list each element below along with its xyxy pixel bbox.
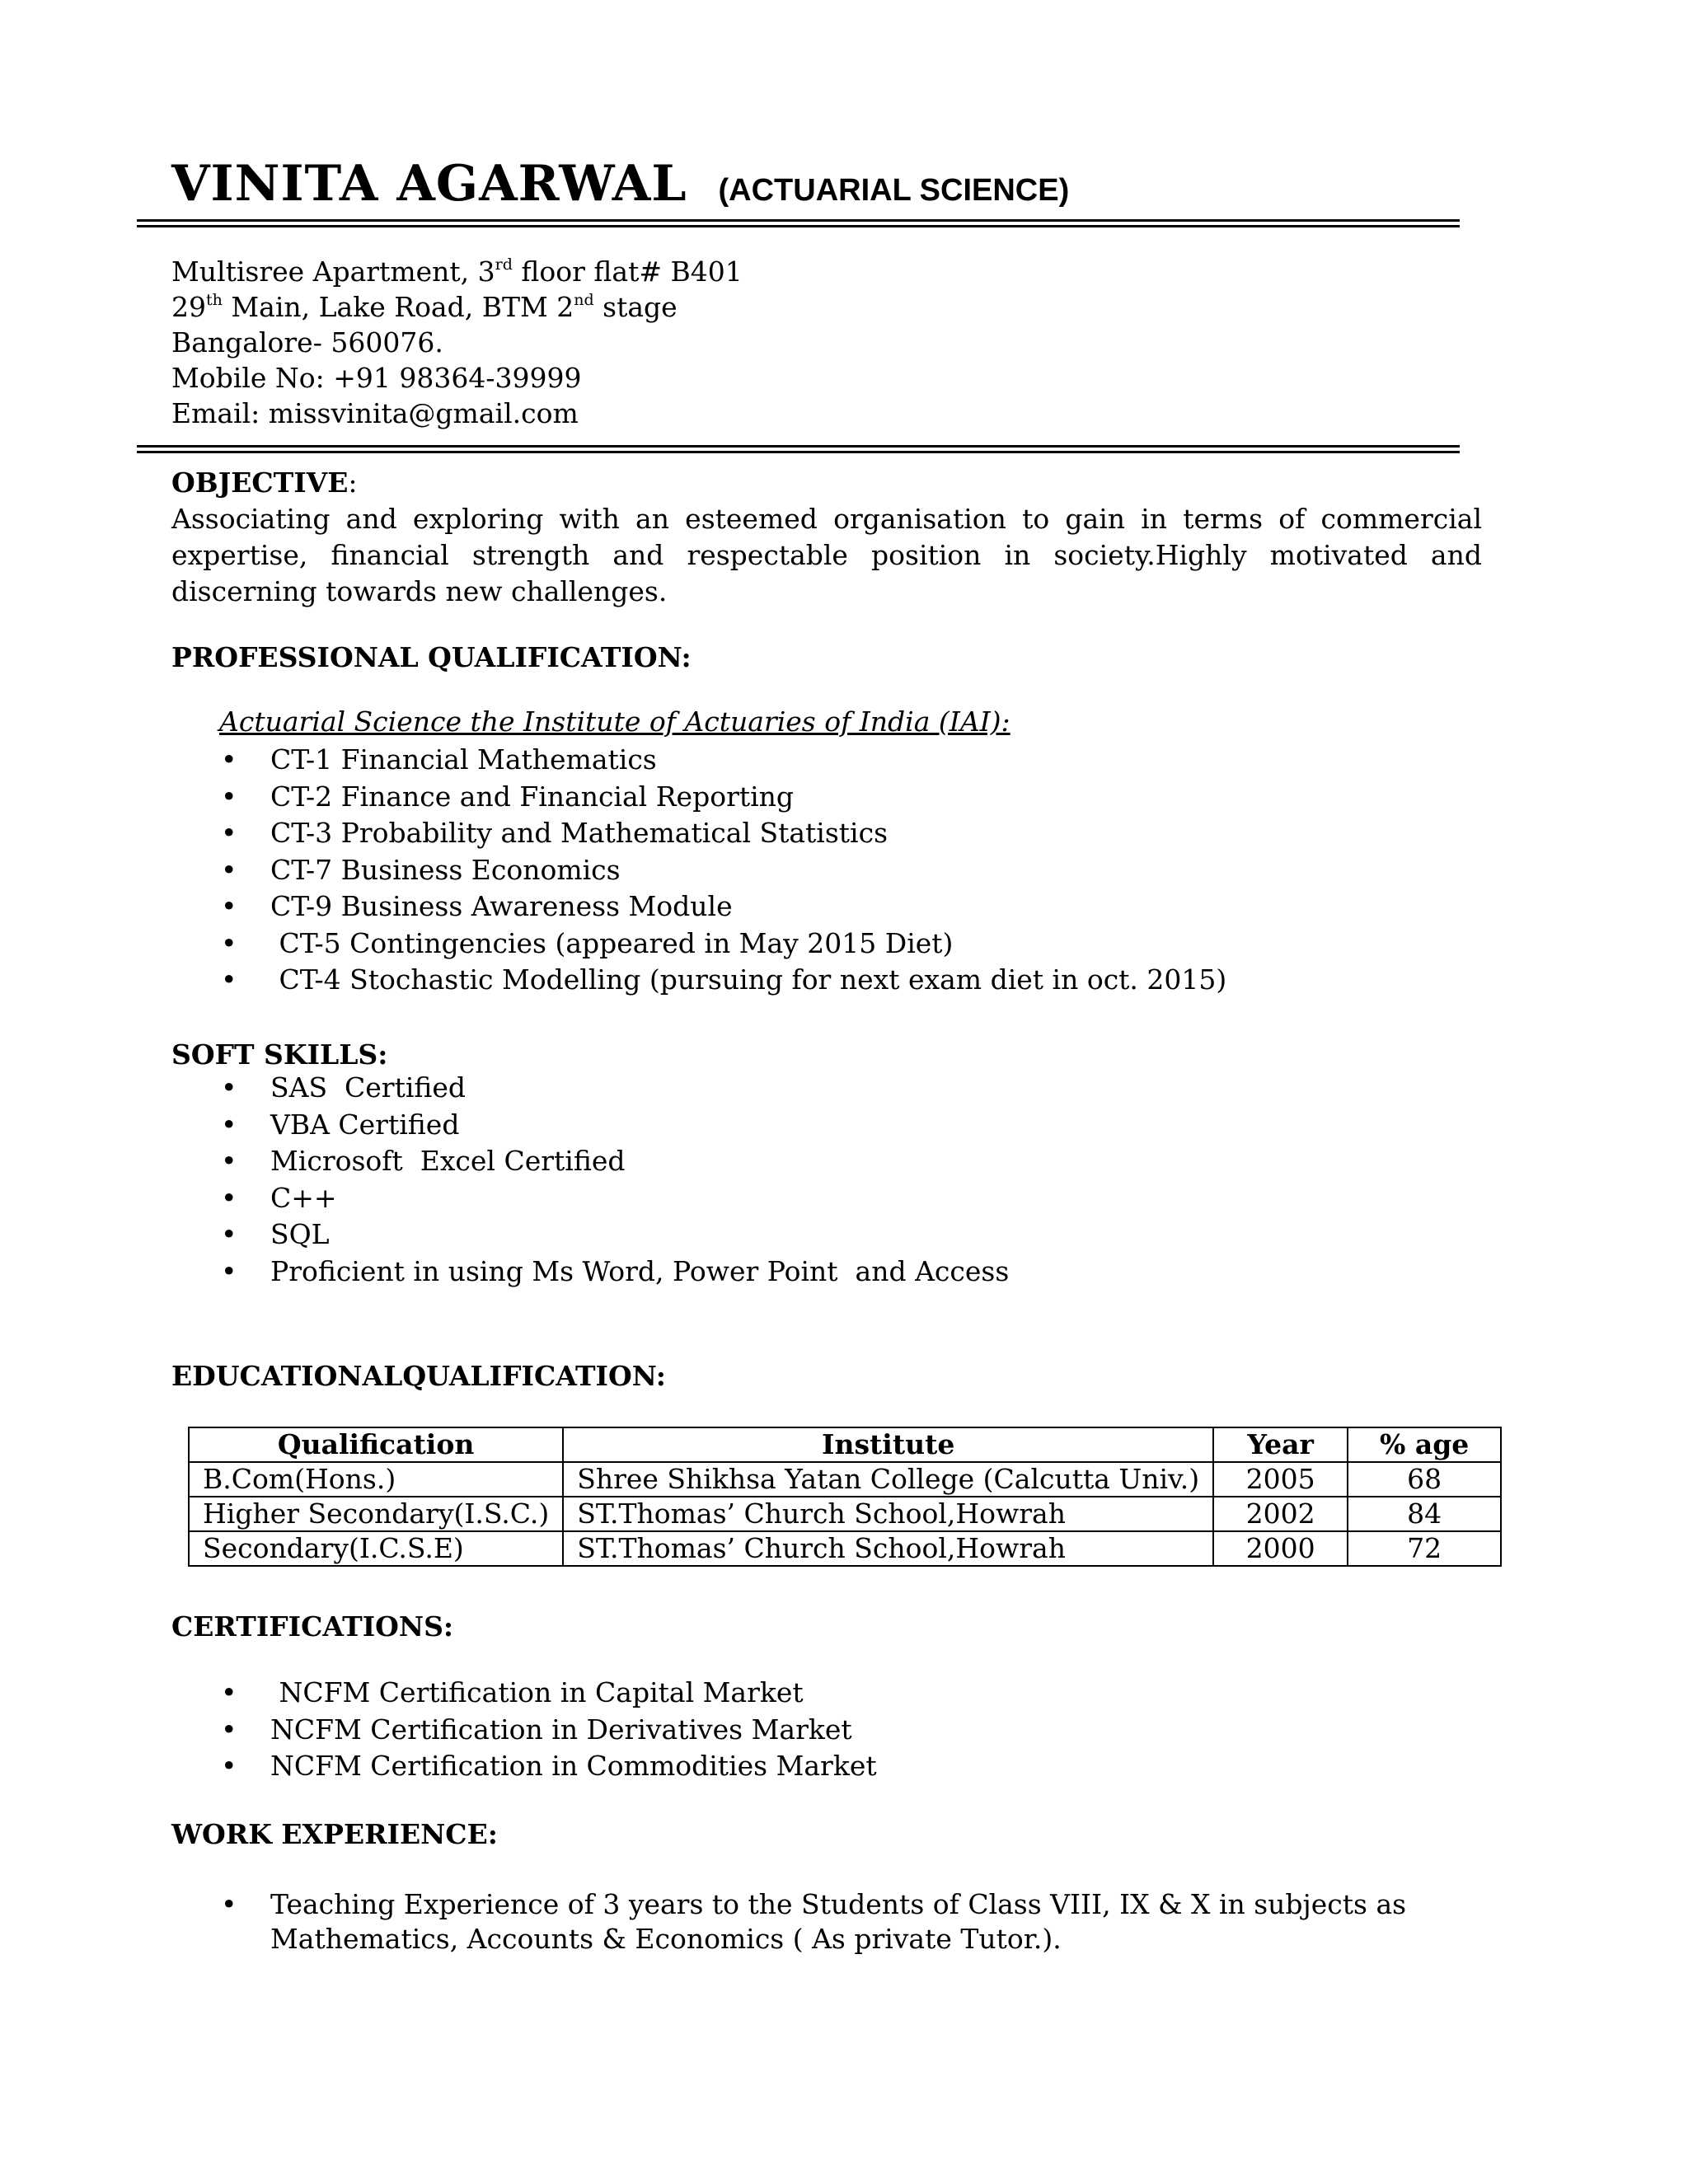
address-block xyxy=(171,254,743,431)
column-header: % age xyxy=(1348,1427,1501,1462)
institute-title: Actuarial Science the Institute of Actuaries of India (IAI): xyxy=(219,705,1010,738)
soft-skills-list xyxy=(171,1070,1009,1290)
table-cell: 2005 xyxy=(1213,1462,1348,1497)
professional-list xyxy=(171,742,1226,999)
list-item: • Microsoft Excel Certified xyxy=(221,1145,626,1177)
list-item: • NCFM Certification in Commodities Market xyxy=(221,1750,877,1782)
list-item: • C++ xyxy=(221,1181,337,1214)
list-item: • CT-4 Stochastic Modelling (pursuing for next exam diet in oct. 2015) xyxy=(221,963,1227,996)
list-item: • SAS Certified xyxy=(221,1071,467,1104)
header-divider xyxy=(137,219,1460,227)
address-line-2: 29th Main, Lake Road, BTM 2nd stage xyxy=(171,291,678,323)
table-cell: Shree Shikhsa Yatan College (Calcutta Univ.) xyxy=(563,1462,1213,1497)
list-item: • VBA Certified xyxy=(221,1108,460,1141)
table-cell: 2000 xyxy=(1213,1531,1348,1566)
table-cell: B.Com(Hons.) xyxy=(189,1462,563,1497)
table-cell: Secondary(I.C.S.E) xyxy=(189,1531,563,1566)
list-item: • CT-9 Business Awareness Module xyxy=(221,890,733,922)
work-heading: WORK EXPERIENCE: xyxy=(171,1818,498,1850)
list-item: • NCFM Certification in Capital Market xyxy=(221,1676,804,1708)
objective-text: Associating and exploring with an esteemed organisation to gain in terms of commercial expertise, financial strength and respectable position in society.Highly motivated and discerning towards new challenges. xyxy=(171,503,1482,607)
list-item: • CT-2 Finance and Financial Reporting xyxy=(221,780,795,813)
table-cell: 84 xyxy=(1348,1497,1501,1531)
list-item: • NCFM Certification in Derivatives Market xyxy=(221,1713,852,1746)
column-header: Qualification xyxy=(189,1427,563,1462)
table-row xyxy=(189,1462,1501,1497)
table-cell: Higher Secondary(I.S.C.) xyxy=(189,1497,563,1531)
work-item-text: Teaching Experience of 3 years to the Students of Class VIII, IX & X in subjects as Mathematics, Accounts & Economics ( As private Tutor.). xyxy=(270,1888,1407,1955)
address-line-3: Bangalore- 560076. xyxy=(171,326,443,359)
list-item: • CT-5 Contingencies (appeared in May 2015 Diet) xyxy=(221,926,954,959)
table-cell: ST.Thomas’ Church School,Howrah xyxy=(563,1497,1213,1531)
list-item: • CT-3 Probability and Mathematical Statistics xyxy=(221,817,889,849)
address-divider xyxy=(137,445,1460,453)
list-item: • Proficient in using Ms Word, Power Point and Access xyxy=(221,1254,1010,1287)
mobile-number: Mobile No: +91 98364-39999 xyxy=(171,362,582,394)
list-item: • CT-7 Business Economics xyxy=(221,853,621,886)
address-line-1: Multisree Apartment, 3rd floor flat# B401 xyxy=(171,255,743,288)
header xyxy=(171,155,1069,213)
table-row xyxy=(189,1497,1501,1531)
email-address: Email: missvinita@gmail.com xyxy=(171,397,579,429)
table-row xyxy=(189,1531,1501,1566)
certifications-list xyxy=(171,1675,877,1785)
column-header: Institute xyxy=(563,1427,1213,1462)
candidate-subtitle: (ACTUARIAL SCIENCE) xyxy=(718,173,1070,208)
table-cell: ST.Thomas’ Church School,Howrah xyxy=(563,1531,1213,1566)
list-item: • SQL xyxy=(221,1218,330,1250)
soft-skills-heading: SOFT SKILLS: xyxy=(171,1038,388,1071)
table-cell: 72 xyxy=(1348,1531,1501,1566)
list-item: • CT-1 Financial Mathematics xyxy=(221,743,657,776)
certifications-heading: CERTIFICATIONS: xyxy=(171,1610,454,1643)
table-header-row xyxy=(189,1427,1501,1462)
table-cell: 2002 xyxy=(1213,1497,1348,1531)
professional-heading: PROFESSIONAL QUALIFICATION: xyxy=(171,641,692,673)
education-table xyxy=(188,1427,1502,1567)
table-cell: 68 xyxy=(1348,1462,1501,1497)
candidate-name: VINITA AGARWAL xyxy=(171,155,687,213)
resume-page: VINITA AGARWAL (ACTUARIAL SCIENCE) Multisree Apartment, 3rd floor flat# B401 29th Main, Lake Road, BTM 2nd stage Bangalore- 560076. Mobile No: +91 98364-39999 Email: missvinita@gmail.com OBJECTIVE: Associating and exploring with an esteemed organisation to gain in terms of commercial expertise, financial strength and respectable position in society.Highly motivated and discerning towards new challenges. PROFESSIONAL QUALIFICATION: Actuarial Science the Institute of Actuaries of India (IAI): • CT-1 Financial Mathematics • CT-2 Finance and Financial Reporting • CT-3 Probability and Mathematical Statistics • CT-7 Business Economics • CT-9 Business Awareness Module • CT-5 Contingencies (appeared in May 2015 Diet) • CT-4 Stochastic Modelling (pursuing for next exam diet in oct. 2015) SOFT SKILLS: • SAS Certified • VBA Certified • Microsoft Excel Certified • C++ • SQL • Proficient in using Ms Word, Power Point and Access EDUCATIONALQUALIFICATION: Qualification Institute Year % age B.Com(Hons.) Shree Shikhsa Yatan College (Calcutta Univ.) 2005 68 Higher Secondary(I.S.C.) ST.Thomas’ Church School,Howrah 2002 84 Secondary(I.C.S.E) ST.Thomas’ Church School,Howrah 2000 72 CERTIFICATIONS: • NCFM Certification in Capital Market • NCFM Certification in Derivatives Market • NCFM Certification in Commodities Market WORK EXPERIENCE: • Teaching Experience of 3 years to the Students of Class VIII, IX & X in subjects as Mathematics, Accounts & Economics ( As private Tutor.). xyxy=(0,0,1688,2184)
education-heading: EDUCATIONALQUALIFICATION: xyxy=(171,1360,666,1392)
column-header: Year xyxy=(1213,1427,1348,1462)
objective-heading: OBJECTIVE: xyxy=(171,466,358,499)
